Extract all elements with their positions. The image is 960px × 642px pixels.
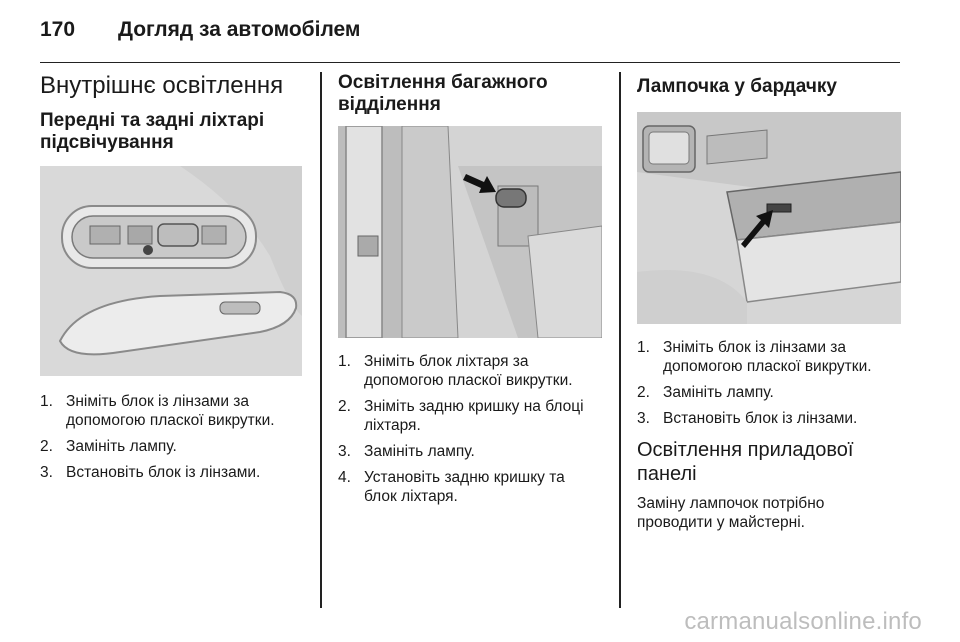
list-item: 3. Встановіть блок із лінзами. — [40, 464, 261, 481]
chapter-title: Догляд за автомобілем — [118, 18, 361, 41]
front-light-unit — [62, 206, 256, 268]
cargo-lamp — [496, 189, 526, 207]
steps-list — [338, 352, 602, 506]
page-header — [40, 18, 900, 63]
steps-list — [637, 338, 901, 428]
watermark: carmanualsonline.info — [684, 608, 922, 635]
list-item: 2. Зніміть задню кришку на блоці ліхтаря. — [338, 398, 584, 434]
list-item: 1. Зніміть блок із лінзами за допомогою пласкої викрутки. — [637, 339, 872, 375]
glovebox-light-figure — [637, 112, 901, 324]
column-divider — [320, 72, 322, 608]
list-item: 1. Зніміть блок ліхтаря за допомогою пласкої викрутки. — [338, 353, 573, 389]
list-item: 3. Встановіть блок із лінзами. — [637, 410, 858, 427]
list-item: 2. Замініть лампу. — [637, 384, 774, 401]
subsection-title: Передні та задні ліхтарі підсвічування — [40, 110, 265, 153]
section-title: Освітлення багажного відділення — [338, 72, 548, 115]
column-divider — [619, 72, 621, 608]
front-rear-interior-lights-figure — [40, 166, 302, 376]
column-glovebox-lighting — [637, 72, 901, 532]
list-item: 2. Замініть лампу. — [40, 438, 177, 455]
list-item: 1. Зніміть блок із лінзами за допомогою пласкої викрутки. — [40, 393, 275, 429]
section-title: Внутрішнє освітлення — [40, 72, 284, 99]
body-text: Заміну лампочок потрібно проводити у майстерні. — [637, 495, 825, 531]
list-item: 3. Замініть лампу. — [338, 443, 475, 460]
list-item: 4. Установіть задню кришку та блок ліхтаря. — [338, 469, 565, 505]
column-cargo-lighting — [338, 72, 602, 513]
glovebox-lamp — [767, 204, 791, 212]
column-interior-lighting — [40, 72, 302, 489]
cargo-area-light-figure — [338, 126, 602, 338]
section-title: Освітлення приладової панелі — [637, 439, 854, 485]
page-number: 170 — [40, 18, 76, 41]
steps-list — [40, 392, 302, 482]
section-title: Лампочка у бардачку — [637, 76, 837, 97]
